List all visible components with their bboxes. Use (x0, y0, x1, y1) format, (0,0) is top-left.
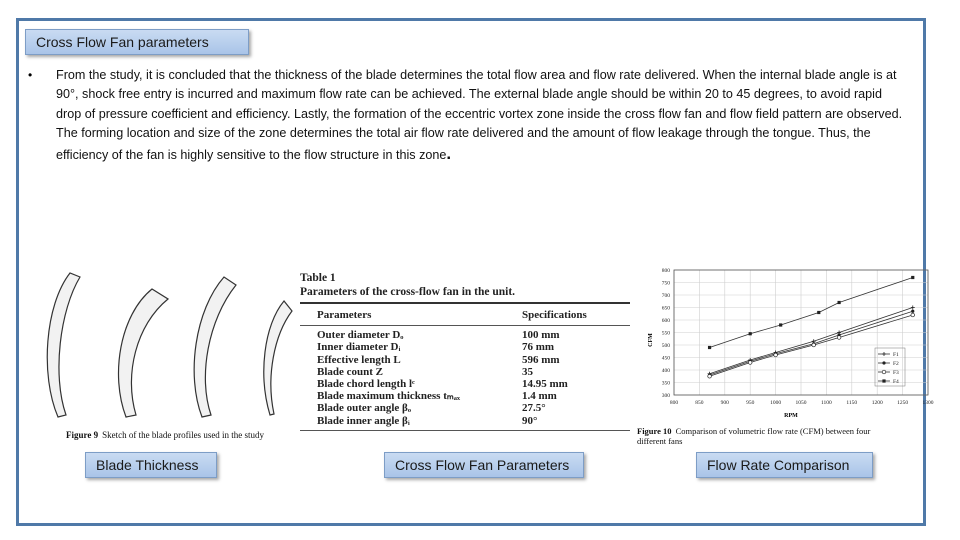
table-header-specifications: Specifications (522, 309, 587, 321)
table-cell-param: Blade chord length lᶜ (317, 378, 415, 391)
chart-y-axis-label: CFM (648, 333, 654, 347)
table-cell-spec: 27.5° (522, 402, 546, 415)
chart-point (749, 332, 752, 335)
table-subtitle: Parameters of the cross-flow fan in the unit. (300, 286, 516, 298)
table-row (300, 390, 630, 402)
flow-rate-chart (632, 262, 932, 452)
chart-y-tick-label: 650 (661, 305, 670, 312)
chart-point (812, 343, 816, 347)
blade-profile-4 (264, 301, 292, 415)
chart-y-tick-label: 450 (661, 355, 670, 362)
chart-x-tick-label: 1050 (795, 400, 807, 406)
table-row (300, 402, 630, 414)
table-cell-param: Blade inner angle βᵢ (317, 414, 410, 427)
table-header-parameters: Parameters (317, 309, 372, 321)
chart-x-tick-label: 1300 (922, 400, 934, 406)
blade-profiles-figure (40, 265, 300, 445)
table-cell-spec: 14.95 mm (522, 378, 568, 391)
chart-x-tick-label: 850 (695, 400, 704, 406)
table-cell-spec: 100 mm (522, 329, 560, 342)
conclusion-text: From the study, it is concluded that the thickness of the blade determines the total flow area and flow rate delivered. When the internal blade angle is at 90°, shock free entry is incurred and maximum flow rate can be achieved. The external blade angle should be within 20 to 45 degrees, to avoid rapid drop of pressure coefficient and efficiency. Lastly, the formation of the eccentric vortex zone inside the cross flow fan and flow field pattern are observed. The forming location and size of the zone determines the total air flow rate delivered and the amount of flow leakage through the tongue. Thus, the efficiency of the fan is highly sensitive to the flow structure in this zone (56, 68, 903, 162)
chart-tick-labels (662, 268, 934, 406)
table-cell-param: Blade count Z (317, 365, 384, 378)
table-row (300, 341, 630, 353)
table-body (300, 326, 630, 430)
chart-x-tick-label: 900 (720, 400, 729, 406)
table-cell-param: Blade maximum thickness tₘₐₓ (317, 390, 461, 403)
chart-y-tick-label: 500 (661, 343, 670, 349)
chart-series-line-F1 (710, 308, 913, 374)
chart-point (882, 370, 886, 374)
chart-series-line-F4 (710, 278, 913, 348)
conclusion-period: . (446, 143, 452, 163)
chart-point (911, 313, 915, 317)
chart-point (748, 361, 752, 365)
chart-point (817, 311, 820, 314)
table-row (300, 415, 630, 427)
parameters-table (300, 272, 630, 431)
chart-legend-label: F1 (893, 352, 899, 358)
table-row (300, 378, 630, 390)
table-cell-spec: 76 mm (522, 341, 555, 354)
figure9-caption-label: Figure 9 (66, 430, 99, 440)
table-cell-spec: 35 (522, 365, 533, 378)
chart-point (911, 276, 914, 279)
table-bottom-rule (300, 430, 630, 431)
chart-grid (674, 270, 928, 395)
table-cell-param: Inner diameter Dᵢ (317, 341, 401, 354)
chart-point (838, 301, 841, 304)
chart-y-tick-label: 350 (661, 380, 670, 387)
table-cell-param: Outer diameter Dₒ (317, 329, 404, 342)
chart-x-tick-label: 1250 (897, 400, 909, 406)
chart-point (882, 361, 885, 364)
conclusion-paragraph (56, 66, 906, 165)
chart-x-tick-label: 1000 (770, 400, 782, 406)
chart-point (882, 379, 885, 382)
blade-profile-1 (47, 273, 80, 417)
chart-x-axis-label: RPM (784, 413, 798, 419)
table-cell-spec: 596 mm (522, 353, 560, 366)
chart-x-tick-label: 950 (746, 400, 755, 406)
chart-point (708, 346, 711, 349)
figure10-caption-line1: Comparison of volumetric flow rate (CFM) between four (675, 426, 871, 436)
blade-thickness-button[interactable]: Blade Thickness (85, 452, 217, 478)
chart-y-tick-label: 400 (661, 368, 670, 374)
chart-y-tick-label: 750 (661, 280, 670, 287)
figure10-caption-line2: different fans (637, 436, 683, 446)
chart-x-tick-label: 1200 (871, 400, 883, 406)
table-cell-param: Effective length L (317, 353, 401, 366)
chart-point (882, 352, 886, 356)
chart-point (779, 323, 782, 326)
chart-series-line-F2 (710, 311, 913, 375)
chart-y-tick-label: 700 (661, 293, 670, 299)
bullet-marker: • (28, 68, 33, 82)
chart-x-tick-label: 800 (669, 400, 679, 406)
chart-y-tick-label: 550 (661, 330, 670, 337)
chart-y-tick-label: 300 (661, 393, 670, 399)
chart-point (837, 336, 841, 340)
chart-point (774, 353, 778, 357)
chart-legend-label: F3 (893, 370, 899, 376)
table-cell-spec: 1.4 mm (522, 390, 557, 403)
chart-x-tick-label: 1100 (821, 400, 832, 406)
table-row (300, 366, 630, 378)
slide-title-label: Cross Flow Fan parameters (25, 29, 249, 55)
blade-profile-2 (118, 289, 168, 417)
table-cell-param: Blade outer angle βₒ (317, 402, 411, 415)
blade-profile-3 (194, 277, 236, 417)
table-header-row (300, 304, 630, 325)
svg-text:Figure 10Comparison of volumet (637, 426, 870, 436)
chart-series-line-F3 (710, 315, 913, 376)
svg-text:Figure 9Sketch of the blade pr (66, 430, 265, 440)
chart-legend-label: F2 (893, 361, 899, 367)
chart-point (911, 306, 915, 310)
chart-legend-label: F4 (893, 379, 899, 385)
chart-point (911, 310, 914, 313)
table-row (300, 354, 630, 366)
cross-flow-fan-parameters-button[interactable]: Cross Flow Fan Parameters (384, 452, 584, 478)
chart-y-tick-label: 800 (661, 268, 670, 274)
figure9-caption-text: Sketch of the blade profiles used in the study (102, 430, 265, 440)
chart-y-tick-label: 600 (661, 318, 670, 324)
flow-rate-comparison-button[interactable]: Flow Rate Comparison (696, 452, 873, 478)
table-cell-spec: 90° (522, 414, 538, 427)
chart-point (708, 374, 712, 378)
figure10-caption-label: Figure 10 (637, 426, 672, 436)
chart-x-tick-label: 1150 (846, 400, 858, 406)
table-row (300, 329, 630, 341)
chart-legend (875, 348, 905, 386)
table-title: Table 1 (300, 272, 336, 284)
